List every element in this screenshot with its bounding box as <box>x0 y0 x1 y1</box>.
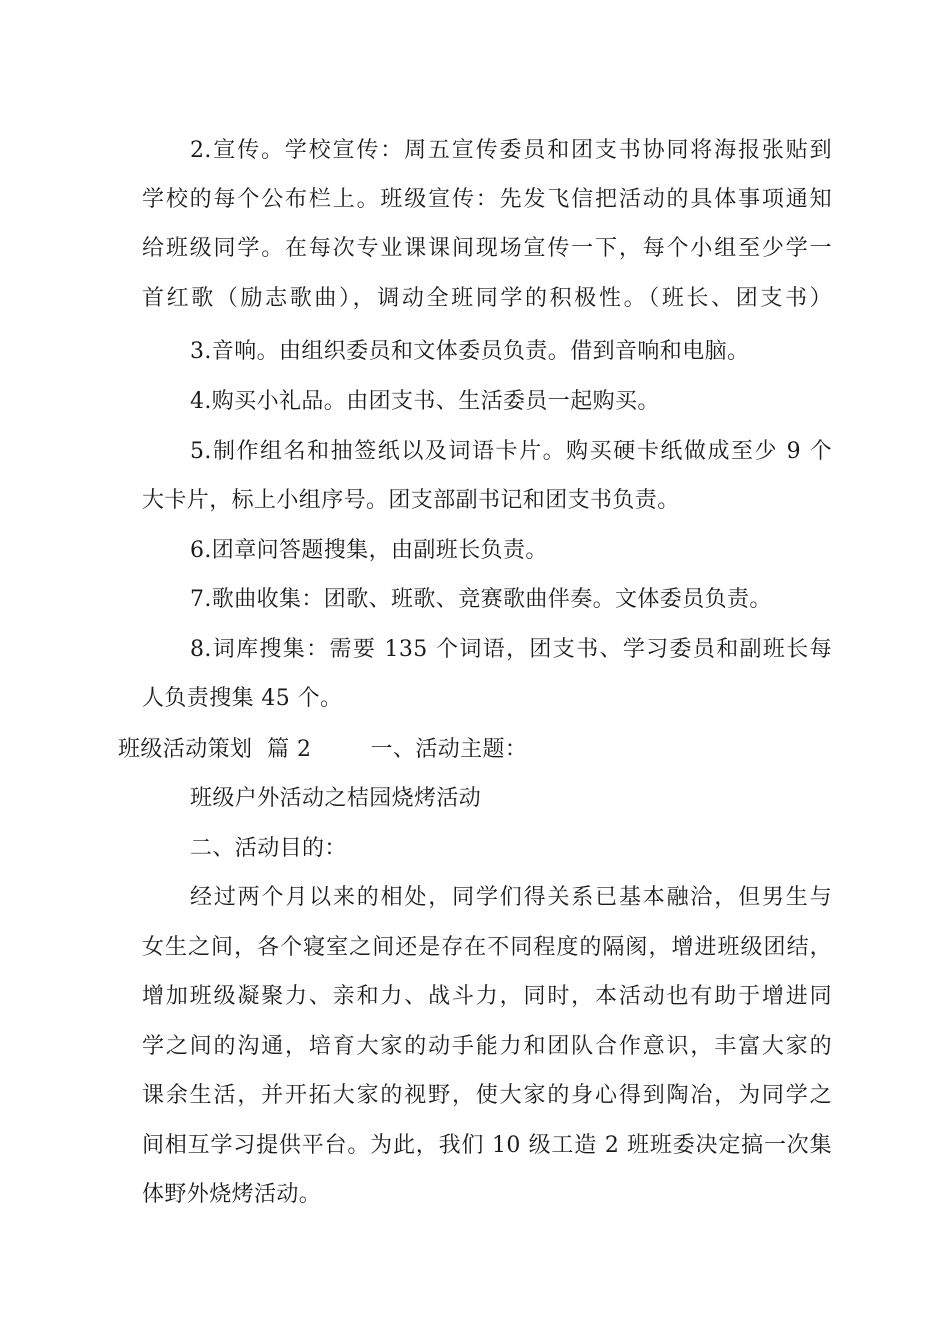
paragraph-line: 3.音响。由组织委员和文体委员负责。借到音响和电脑。 <box>190 339 750 364</box>
section-heading-line: 班级活动策划 篇 2 一、活动主题： <box>118 737 528 762</box>
paragraph-line: 5.制作组名和抽签纸以及词语卡片。购买硬卡纸做成至少 9 个 <box>190 439 832 464</box>
paragraph-line: 学之间的沟通，培育大家的动手能力和团队合作意识，丰富大家的 <box>142 1034 832 1059</box>
paragraph-line: 增加班级凝聚力、亲和力、战斗力，同时，本活动也有助于增进同 <box>142 984 832 1009</box>
paragraph-line: 4.购买小礼品。由团支书、生活委员一起购买。 <box>190 389 660 414</box>
paragraph-line: 经过两个月以来的相处，同学们得关系已基本融洽，但男生与 <box>190 885 832 910</box>
paragraph-line: 班级户外活动之桔园烧烤活动 <box>190 786 482 811</box>
paragraph-line: 女生之间，各个寝室之间还是存在不同程度的隔阂，增进班级团结， <box>142 935 832 960</box>
paragraph-line: 2.宣传。学校宣传：周五宣传委员和团支书协同将海报张贴到 <box>190 138 832 163</box>
paragraph-line: 6.团章问答题搜集，由副班长负责。 <box>190 538 548 563</box>
paragraph-line: 间相互学习提供平台。为此，我们 10 级工造 2 班班委决定搞一次集 <box>142 1133 832 1158</box>
paragraph-line: 8.词库搜集：需要 135 个词语，团支书、学习委员和副班长每 <box>190 637 832 662</box>
paragraph-line: 人负责搜集 45 个。 <box>142 686 343 711</box>
paragraph-line: 7.歌曲收集：团歌、班歌、竞赛歌曲伴奏。文体委员负责。 <box>190 587 772 612</box>
paragraph-line: 体野外烧烤活动。 <box>142 1182 322 1207</box>
paragraph-line: 课余生活，并开拓大家的视野，使大家的身心得到陶冶，为同学之 <box>142 1083 832 1108</box>
paragraph-line: 给班级同学。在每次专业课课间现场宣传一下，每个小组至少学一 <box>142 236 832 261</box>
paragraph-line: 学校的每个公布栏上。班级宣传：先发飞信把活动的具体事项通知 <box>142 187 832 212</box>
paragraph-line: 二、活动目的： <box>190 836 347 861</box>
paragraph-line: 大卡片，标上小组序号。团支部副书记和团支书负责。 <box>142 488 680 513</box>
paragraph-line: 首红歌（励志歌曲），调动全班同学的积极性。（班长、团支书） <box>142 286 832 311</box>
